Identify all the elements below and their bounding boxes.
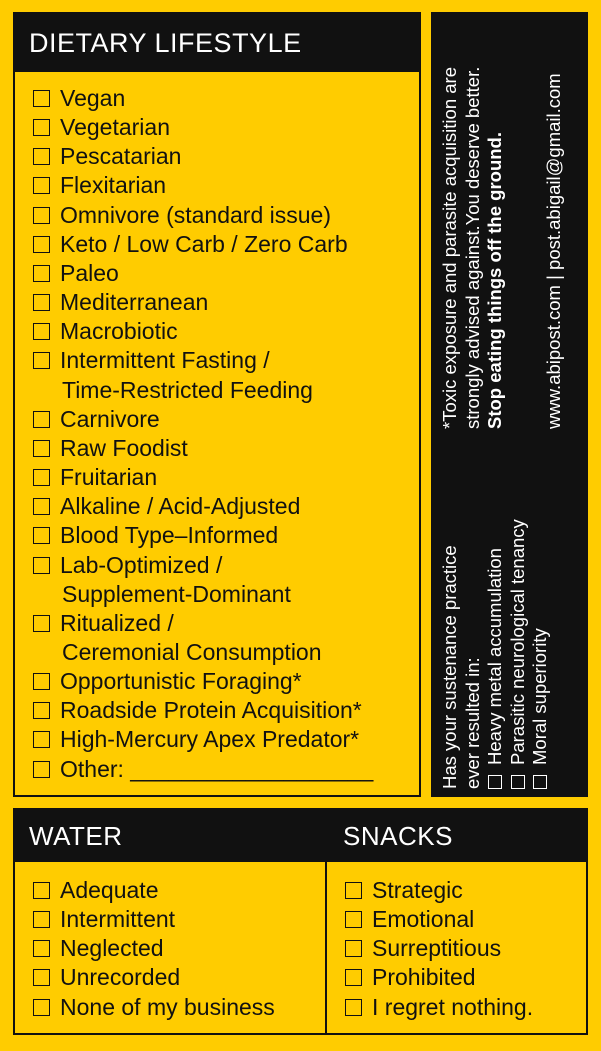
diet-option-fruitarian[interactable] — [33, 463, 419, 492]
checkbox[interactable] — [33, 469, 50, 486]
option-label: Ritualized / — [60, 609, 174, 636]
option-label: I regret nothing. — [372, 993, 534, 1020]
option-label: Fruitarian — [60, 464, 158, 491]
checkbox[interactable] — [33, 761, 50, 778]
diet-option-omnivore-standard-issue[interactable] — [33, 201, 419, 230]
option-label: Intermittent Fasting / — [60, 347, 270, 374]
option-label: Flexitarian — [60, 172, 167, 199]
checkbox[interactable] — [33, 940, 50, 957]
option-label: Prohibited — [372, 964, 476, 991]
option-label: Opportunistic Foraging* — [60, 668, 302, 695]
diet-option-vegan[interactable] — [33, 84, 419, 113]
checkbox[interactable] — [33, 90, 50, 107]
diet-option-mediterranean[interactable] — [33, 288, 419, 317]
option-label: Carnivore — [60, 405, 160, 432]
diet-option-ritualized-ceremonial-consumption[interactable] — [33, 609, 419, 638]
diet-option-lab-optimized-supplement-dominant[interactable] — [33, 551, 419, 580]
diet-option-continuation — [33, 638, 419, 667]
checkbox[interactable] — [33, 265, 50, 282]
checkbox[interactable] — [33, 999, 50, 1016]
option-label: Lab-Optimized / — [60, 551, 223, 578]
checkbox[interactable] — [345, 999, 362, 1016]
diet-option-blood-type-informed[interactable] — [33, 521, 419, 550]
checkbox[interactable] — [533, 775, 547, 789]
water-option-adequate[interactable] — [33, 876, 325, 905]
diet-option-flexitarian[interactable] — [33, 171, 419, 200]
question-option-heavy-metal[interactable]: Heavy metal accumulation — [484, 519, 507, 789]
diet-option-keto-low-carb-zero-carb[interactable] — [33, 230, 419, 259]
option-label: Roadside Protein Acquisition* — [60, 697, 362, 724]
checkbox[interactable] — [511, 775, 525, 789]
option-label: Other: ___________________ — [60, 755, 374, 782]
checkbox[interactable] — [33, 673, 50, 690]
water-option-intermittent[interactable] — [33, 905, 325, 934]
option-label: Unrecorded — [60, 964, 181, 991]
diet-option-raw-foodist[interactable] — [33, 434, 419, 463]
checkbox[interactable] — [488, 775, 502, 789]
warning-note — [431, 67, 507, 429]
dietary-options-list — [15, 72, 419, 784]
option-label: Neglected — [60, 935, 164, 962]
checkbox[interactable] — [33, 911, 50, 928]
option-label: Blood Type–Informed — [60, 522, 279, 549]
snacks-section — [325, 808, 588, 1035]
option-label: None of my business — [60, 993, 275, 1020]
checkbox[interactable] — [345, 911, 362, 928]
option-label: Mediterranean — [60, 289, 209, 316]
side-panel — [431, 12, 588, 797]
option-label: Omnivore (standard issue) — [60, 201, 331, 228]
checkbox[interactable] — [33, 411, 50, 428]
diet-option-carnivore[interactable] — [33, 405, 419, 434]
option-label: Vegetarian — [60, 114, 170, 141]
option-label: Adequate — [60, 877, 159, 903]
option-label: High-Mercury Apex Predator* — [60, 726, 360, 753]
option-label: Supplement-Dominant — [62, 580, 291, 607]
checkbox[interactable] — [345, 969, 362, 986]
sustenance-question — [431, 519, 552, 789]
checkbox[interactable] — [33, 177, 50, 194]
question-line-1: Has your sustenance practice — [439, 545, 460, 789]
option-label: Strategic — [372, 877, 463, 903]
side-panel-content — [431, 12, 588, 797]
checkbox[interactable] — [33, 557, 50, 574]
diet-option-alkaline-acid-adjusted[interactable] — [33, 492, 419, 521]
checkbox[interactable] — [33, 207, 50, 224]
question-option-moral[interactable]: Moral superiority — [529, 519, 552, 789]
snacks-option-prohibited[interactable] — [345, 963, 586, 992]
checkbox[interactable] — [345, 940, 362, 957]
contact-info: www.abipost.com | post.abigail@gmail.com — [543, 73, 564, 429]
option-label: Ceremonial Consumption — [62, 638, 322, 665]
diet-option-other[interactable] — [33, 755, 419, 784]
option-label: Emotional — [372, 906, 475, 933]
snacks-option-strategic[interactable] — [345, 876, 586, 905]
checkbox[interactable] — [33, 731, 50, 748]
checkbox[interactable] — [345, 882, 362, 899]
question-option-parasitic[interactable]: Parasitic neurological tenancy — [507, 519, 530, 789]
checkbox[interactable] — [33, 119, 50, 136]
checkbox[interactable] — [33, 527, 50, 544]
warning-line-2: strongly advised against.You deserve better. — [461, 66, 483, 429]
water-option-unrecorded[interactable] — [33, 963, 325, 992]
diet-option-roadside-protein-acquisition[interactable] — [33, 696, 419, 725]
option-label: Keto / Low Carb / Zero Carb — [60, 230, 348, 257]
checkbox[interactable] — [33, 148, 50, 165]
warning-line-1: *Toxic exposure and parasite acquisition are — [439, 67, 460, 429]
water-option-none-of-my-business[interactable] — [33, 993, 325, 1022]
water-section — [13, 808, 327, 1035]
question-line-2: ever resulted in: — [461, 657, 483, 789]
diet-option-pescatarian[interactable] — [33, 142, 419, 171]
checkbox[interactable] — [33, 236, 50, 253]
warning-bold-line: Stop eating things off the ground. — [484, 132, 505, 429]
diet-option-vegetarian[interactable] — [33, 113, 419, 142]
water-option-neglected[interactable] — [33, 934, 325, 963]
dietary-lifestyle-header: DIETARY LIFESTYLE — [15, 14, 419, 72]
snacks-option-emotional[interactable] — [345, 905, 586, 934]
diet-option-macrobiotic[interactable] — [33, 317, 419, 346]
option-label: Surreptitious — [372, 935, 502, 962]
diet-option-continuation — [33, 580, 419, 609]
diet-option-paleo[interactable] — [33, 259, 419, 288]
diet-option-continuation — [33, 376, 419, 405]
checkbox[interactable] — [33, 498, 50, 515]
diet-option-high-mercury-apex-predator[interactable] — [33, 725, 419, 754]
option-label: Time-Restricted Feeding — [62, 376, 313, 403]
option-label: Alkaline / Acid-Adjusted — [60, 493, 301, 520]
checkbox[interactable] — [33, 294, 50, 311]
diet-option-intermittent-fasting-time-restricted-fee[interactable] — [33, 346, 419, 375]
option-label: Macrobiotic — [60, 318, 178, 345]
checkbox[interactable] — [33, 969, 50, 986]
dietary-lifestyle-section — [13, 12, 421, 797]
diet-option-opportunistic-foraging[interactable] — [33, 667, 419, 696]
option-label: Pescatarian — [60, 143, 182, 170]
checkbox[interactable] — [33, 702, 50, 719]
water-options-list — [15, 862, 325, 1022]
option-label: Vegan — [60, 85, 126, 111]
snacks-option-i-regret-nothing[interactable] — [345, 993, 586, 1022]
checkbox[interactable] — [33, 615, 50, 632]
checkbox[interactable] — [33, 882, 50, 899]
checkbox[interactable] — [33, 323, 50, 340]
checkbox[interactable] — [33, 440, 50, 457]
checkbox[interactable] — [33, 352, 50, 369]
snacks-option-surreptitious[interactable] — [345, 934, 586, 963]
water-header: WATER — [15, 810, 325, 862]
option-label: Raw Foodist — [60, 434, 188, 461]
option-label: Paleo — [60, 259, 119, 286]
option-label: Intermittent — [60, 906, 176, 933]
snacks-options-list — [327, 862, 586, 1022]
snacks-header: SNACKS — [327, 810, 586, 862]
